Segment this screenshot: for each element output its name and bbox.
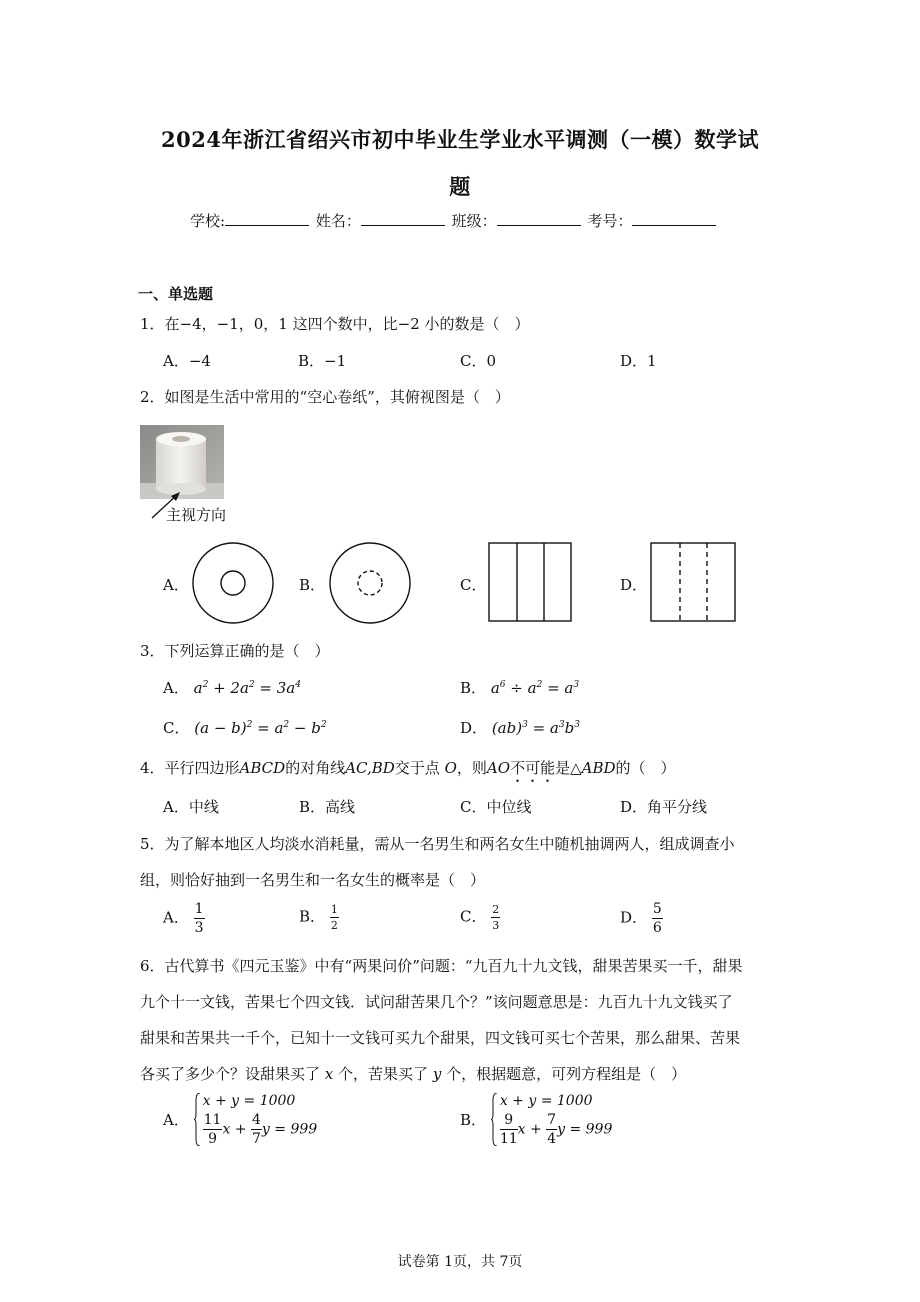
page-footer: 试卷第 1页，共 7页 (397, 1254, 523, 1270)
question-3-stem: 3．下列运算正确的是（ ） (140, 642, 330, 660)
q2-option-a-label[interactable]: A． (163, 576, 189, 594)
q3-option-a-label: A． (163, 679, 189, 697)
q1-option-a[interactable]: A．−4 (163, 352, 211, 370)
q4-ao: AO (486, 759, 511, 777)
q4-abd: ABD (581, 759, 616, 777)
q6-text-a: 各买了多少个？设甜果买了 (140, 1065, 321, 1083)
q5-option-a[interactable] (163, 902, 205, 935)
q4-abcd: ABCD (239, 759, 286, 777)
q3-option-c[interactable] (163, 717, 327, 738)
q5-option-d-fraction: $\frac{5}{6}$ (652, 901, 662, 936)
q3-option-d-expr: $(ab)^3 = a^3b^3$ (491, 719, 580, 737)
q4-diagonals: AC,BD (345, 759, 395, 777)
question-5-stem-line2: 组，则恰好抽到一名男生和一名女生的概率是（ ） (140, 871, 486, 889)
school-label: 学校: (190, 212, 226, 230)
q4-text-1: 4．平行四边形 (140, 759, 240, 777)
q5-option-c-fraction: $\frac{2}{3}$ (492, 903, 500, 932)
q6-var-x: x (324, 1065, 334, 1083)
q4-text-2: 的对角线 (285, 759, 346, 777)
q6-var-y: y (432, 1065, 442, 1083)
question-6-stem-line2: 九个十一文钱，苦果七个四文钱．试问甜苦果几个？”该问题意思是：九百九十九文钱买了 (140, 993, 733, 1011)
q6-b-equation-2: $\frac{9}{11}$ x + $\frac{7}{4}$ y = 999 (499, 1112, 613, 1147)
q4-text-3: 交于点 (394, 759, 440, 777)
question-6-stem-line4 (140, 1063, 686, 1084)
section-title: 一、单选题 (138, 285, 214, 303)
q2-option-b-label[interactable]: B． (299, 576, 326, 594)
q6-text-c: 个，根据题意，可列方程组是（ ） (446, 1065, 687, 1083)
q4-option-d[interactable]: D．角平分线 (620, 798, 708, 816)
q6-option-a-system (194, 1093, 318, 1146)
q6-b-equation-1: x + y = 1000 (499, 1093, 593, 1109)
id-blank[interactable] (632, 211, 716, 226)
question-6-stem-line1: 6．古代算书《四元玉鉴》中有“两果问价”问题：“九百九十九文钱，甜果苦果买一千，甜果 (140, 957, 743, 975)
q5-option-a-fraction: $\frac{1}{3}$ (194, 901, 204, 936)
q3-option-c-label: C． (163, 719, 190, 737)
q2-option-d-label[interactable]: D． (620, 576, 648, 594)
q4-option-b[interactable]: B．高线 (299, 798, 356, 816)
q6-a-equation-2: $\frac{11}{9}$ x + $\frac{4}{7}$ y = 999 (203, 1112, 318, 1147)
q3-option-d-label: D． (460, 719, 488, 737)
exam-title: 2024年浙江省绍兴市初中毕业生学业水平调测（一模）数学试 (161, 127, 759, 152)
question-5-stem-line1: 5．为了解本地区人均淡水消耗量，需从一名男生和两名女生中随机抽调两人，组成调查小 (140, 835, 735, 853)
q2-option-d-figure[interactable] (650, 542, 736, 622)
student-info-row (190, 210, 718, 231)
q3-option-d[interactable] (460, 717, 580, 738)
q5-option-b[interactable] (299, 904, 339, 931)
q6-option-b[interactable] (460, 1093, 612, 1146)
q6-text-b: 个，苦果买了 (338, 1065, 429, 1083)
q6-option-b-system (491, 1093, 613, 1146)
q5-option-a-label: A． (163, 908, 189, 927)
q5-option-b-label: B． (299, 907, 326, 926)
q5-option-c[interactable] (460, 904, 500, 931)
question-2-stem: 2．如图是生活中常用的“空心卷纸”，其俯视图是（ ） (140, 388, 510, 406)
view-direction-label: 主视方向 (166, 506, 227, 524)
q2-option-c-figure[interactable] (488, 542, 572, 622)
q2-option-b-figure[interactable] (327, 540, 413, 626)
q3-option-a[interactable] (163, 677, 301, 698)
q4-emphasis: 不可能 (510, 759, 556, 777)
name-blank[interactable] (361, 211, 445, 226)
q4-option-a[interactable]: A．中线 (163, 798, 219, 816)
q3-option-b[interactable] (460, 677, 579, 698)
id-label: 考号： (587, 212, 633, 230)
q5-option-d-label: D． (620, 908, 648, 927)
name-label: 姓名： (315, 212, 361, 230)
toilet-roll-photo (140, 425, 224, 499)
q2-option-c-label[interactable]: C． (460, 576, 487, 594)
q4-text-6: 的（ ） (615, 759, 676, 777)
class-label: 班级： (451, 212, 497, 230)
q4-text-5: 是△ (555, 759, 582, 777)
exam-title-continued: 题 (449, 174, 471, 199)
q1-option-b[interactable]: B．−1 (298, 352, 347, 370)
class-blank[interactable] (497, 211, 581, 226)
q3-option-b-expr: $a^6 \div a^2 = a^3$ (490, 679, 580, 697)
q4-point-o: O (444, 759, 457, 777)
q6-a-equation-1: x + y = 1000 (202, 1093, 296, 1109)
q4-option-c[interactable]: C．中位线 (460, 798, 532, 816)
q6-option-b-label: B． (460, 1111, 487, 1129)
question-6-stem-line3: 甜果和苦果共一千个，已知十一文钱可买九个甜果，四文钱可买七个苦果，那么甜果、苦果 (140, 1029, 741, 1047)
q6-option-a[interactable] (163, 1093, 317, 1146)
question-4-stem (140, 757, 676, 786)
q5-option-c-label: C． (460, 907, 487, 926)
q3-option-b-label: B． (460, 679, 487, 697)
question-1-stem: 1．在−4，−1，0，1 这四个数中，比−2 小的数是（ ） (140, 315, 530, 333)
q6-option-a-label: A． (163, 1111, 189, 1129)
q2-option-a-figure[interactable] (190, 540, 276, 626)
q3-option-a-expr: $a^2 + 2a^2 = 3a^4$ (193, 679, 301, 697)
q3-option-c-expr: $(a - b)^2 = a^2 - b^2$ (194, 719, 327, 737)
q1-option-c[interactable]: C．0 (460, 352, 497, 370)
q1-option-d[interactable]: D．1 (620, 352, 657, 370)
q5-option-d[interactable] (620, 902, 663, 935)
school-blank[interactable] (225, 211, 309, 226)
q5-option-b-fraction: $\frac{1}{2}$ (330, 903, 338, 932)
q4-text-4: ，则 (456, 759, 487, 777)
